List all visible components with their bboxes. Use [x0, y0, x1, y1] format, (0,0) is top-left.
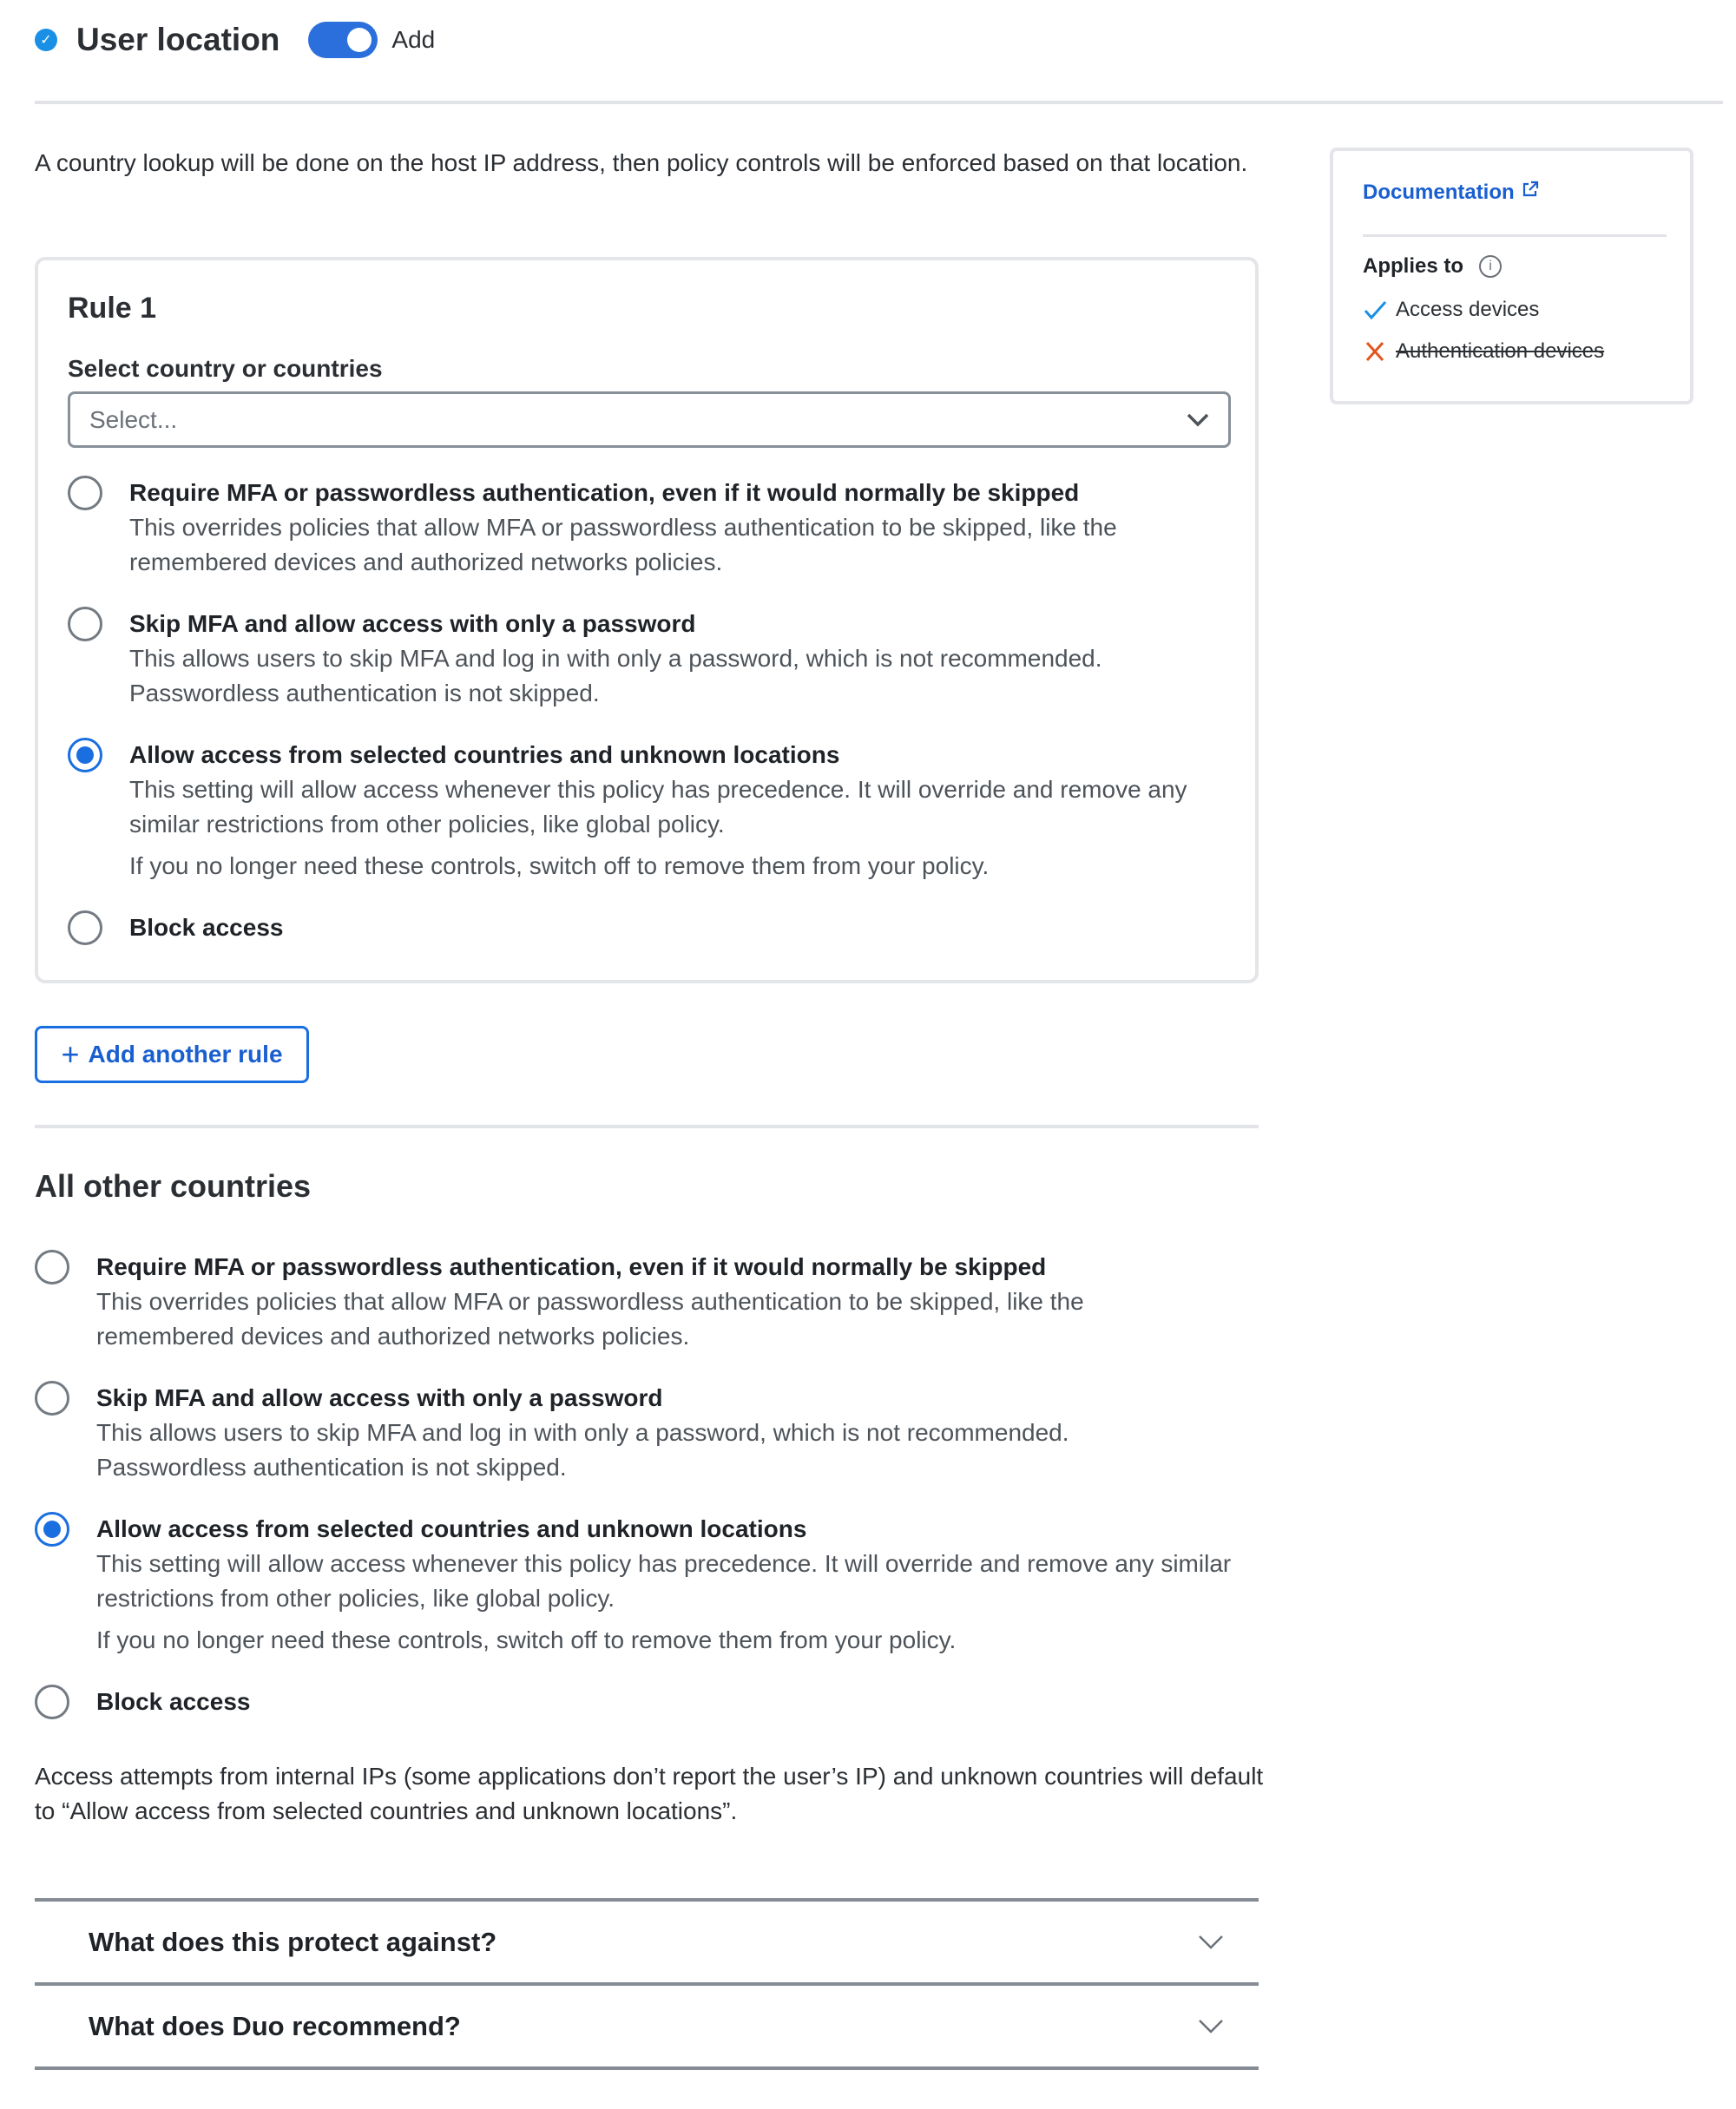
info-icon[interactable]: i [1479, 255, 1502, 278]
option-note: If you no longer need these controls, switch off to remove them from your policy. [129, 852, 990, 879]
plus-icon: + [61, 1036, 80, 1072]
applies-to-label: Applies to [1363, 254, 1464, 278]
rule-option-block-access[interactable] [68, 910, 1227, 945]
radio-button[interactable] [35, 1250, 69, 1284]
documentation-label: Documentation [1363, 181, 1515, 204]
option-description: This allows users to skip MFA and log in with only a password, which is not recommended. Passwordless authentication is not skipped. [129, 645, 1102, 706]
option-title: Block access [129, 914, 284, 941]
other-option-block-access[interactable] [35, 1685, 1267, 1719]
toggle-label: Add [391, 26, 436, 53]
accordion-title: What does Duo recommend? [89, 2010, 461, 2041]
radio-button[interactable] [68, 910, 102, 945]
section-title: User location [76, 22, 280, 57]
other-option-skip-mfa[interactable] [35, 1381, 1267, 1485]
other-countries-footer: Access attempts from internal IPs (some applications don’t report the user’s IP) and unknown countries will default to “Allow access from selected countries and unknown locations”. [35, 1763, 1264, 1824]
option-note: If you no longer need these controls, switch off to remove them from your policy. [96, 1626, 957, 1653]
accordion-duo-recommend[interactable] [35, 1986, 1259, 2066]
external-link-icon [1522, 181, 1539, 198]
option-description: This allows users to skip MFA and log in with only a password, which is not recommended. Passwordless authentication is not skipped. [96, 1419, 1069, 1481]
rule-card [35, 257, 1259, 983]
add-rule-label: Add another rule [88, 1041, 283, 1068]
section-header [35, 17, 435, 62]
documentation-link[interactable] [1363, 181, 1662, 205]
rule-title: Rule 1 [68, 292, 157, 325]
sidebar-panel [1330, 148, 1693, 404]
radio-button[interactable] [68, 476, 102, 510]
other-option-require-mfa[interactable] [35, 1250, 1267, 1354]
option-title: Block access [96, 1688, 251, 1715]
country-select[interactable] [68, 391, 1231, 448]
check-icon [1363, 299, 1387, 320]
radio-button-selected[interactable] [35, 1512, 69, 1547]
option-title: Allow access from selected countries and unknown locations [129, 741, 840, 768]
option-title: Allow access from selected countries and unknown locations [96, 1515, 807, 1542]
option-description: This setting will allow access whenever this policy has precedence. It will override and remove any similar restrictions from other policies, like global policy. [96, 1550, 1232, 1612]
radio-button[interactable] [35, 1685, 69, 1719]
cross-icon [1363, 341, 1387, 362]
option-description: This overrides policies that allow MFA or passwordless authentication to be skipped, like the remembered devices and authorized networks policies. [129, 514, 1117, 575]
applies-item-label: Authentication devices [1396, 339, 1605, 363]
other-countries-section [35, 1168, 1267, 1829]
select-placeholder: Select... [89, 405, 178, 433]
option-description: This setting will allow access whenever this policy has precedence. It will override and remove any similar restrictions from other policies, like global policy. [129, 776, 1187, 838]
chevron-down-icon [1187, 413, 1209, 427]
add-rule-button[interactable] [35, 1026, 309, 1083]
applies-item-authentication-devices [1363, 339, 1662, 364]
accordion-title: What does this protect against? [89, 1926, 497, 1957]
section-description: A country lookup will be done on the host IP address, then policy controls will be enforced based on that location. [35, 149, 1248, 176]
radio-button[interactable] [68, 607, 102, 641]
accordion-list [35, 1898, 1259, 2070]
option-title: Skip MFA and allow access with only a password [96, 1384, 663, 1411]
sidebar-divider [1363, 234, 1667, 237]
option-description: This overrides policies that allow MFA or passwordless authentication to be skipped, like the remembered devices and authorized networks policies. [96, 1288, 1084, 1350]
radio-button-selected[interactable] [68, 738, 102, 772]
select-label: Select country or countries [68, 355, 383, 382]
enable-toggle[interactable] [308, 22, 378, 58]
option-title: Require MFA or passwordless authentication, even if it would normally be skipped [129, 479, 1080, 506]
rule-option-require-mfa[interactable] [68, 476, 1227, 580]
other-countries-title: All other countries [35, 1168, 312, 1204]
header-divider [35, 101, 1723, 104]
applies-item-label: Access devices [1396, 298, 1540, 321]
divider [35, 2066, 1259, 2070]
option-title: Skip MFA and allow access with only a password [129, 610, 696, 637]
rule-option-skip-mfa[interactable] [68, 607, 1227, 711]
accordion-protect-against[interactable] [35, 1902, 1259, 1982]
radio-button[interactable] [35, 1381, 69, 1416]
section-divider [35, 1125, 1259, 1128]
chevron-down-icon [1198, 1935, 1224, 1950]
rule-option-allow-access[interactable] [68, 738, 1227, 884]
chevron-down-icon [1198, 2019, 1224, 2034]
applies-item-access-devices [1363, 298, 1662, 322]
other-option-allow-access[interactable] [35, 1512, 1267, 1658]
option-title: Require MFA or passwordless authentication, even if it would normally be skipped [96, 1253, 1047, 1280]
check-circle-icon: ✓ [35, 29, 57, 51]
